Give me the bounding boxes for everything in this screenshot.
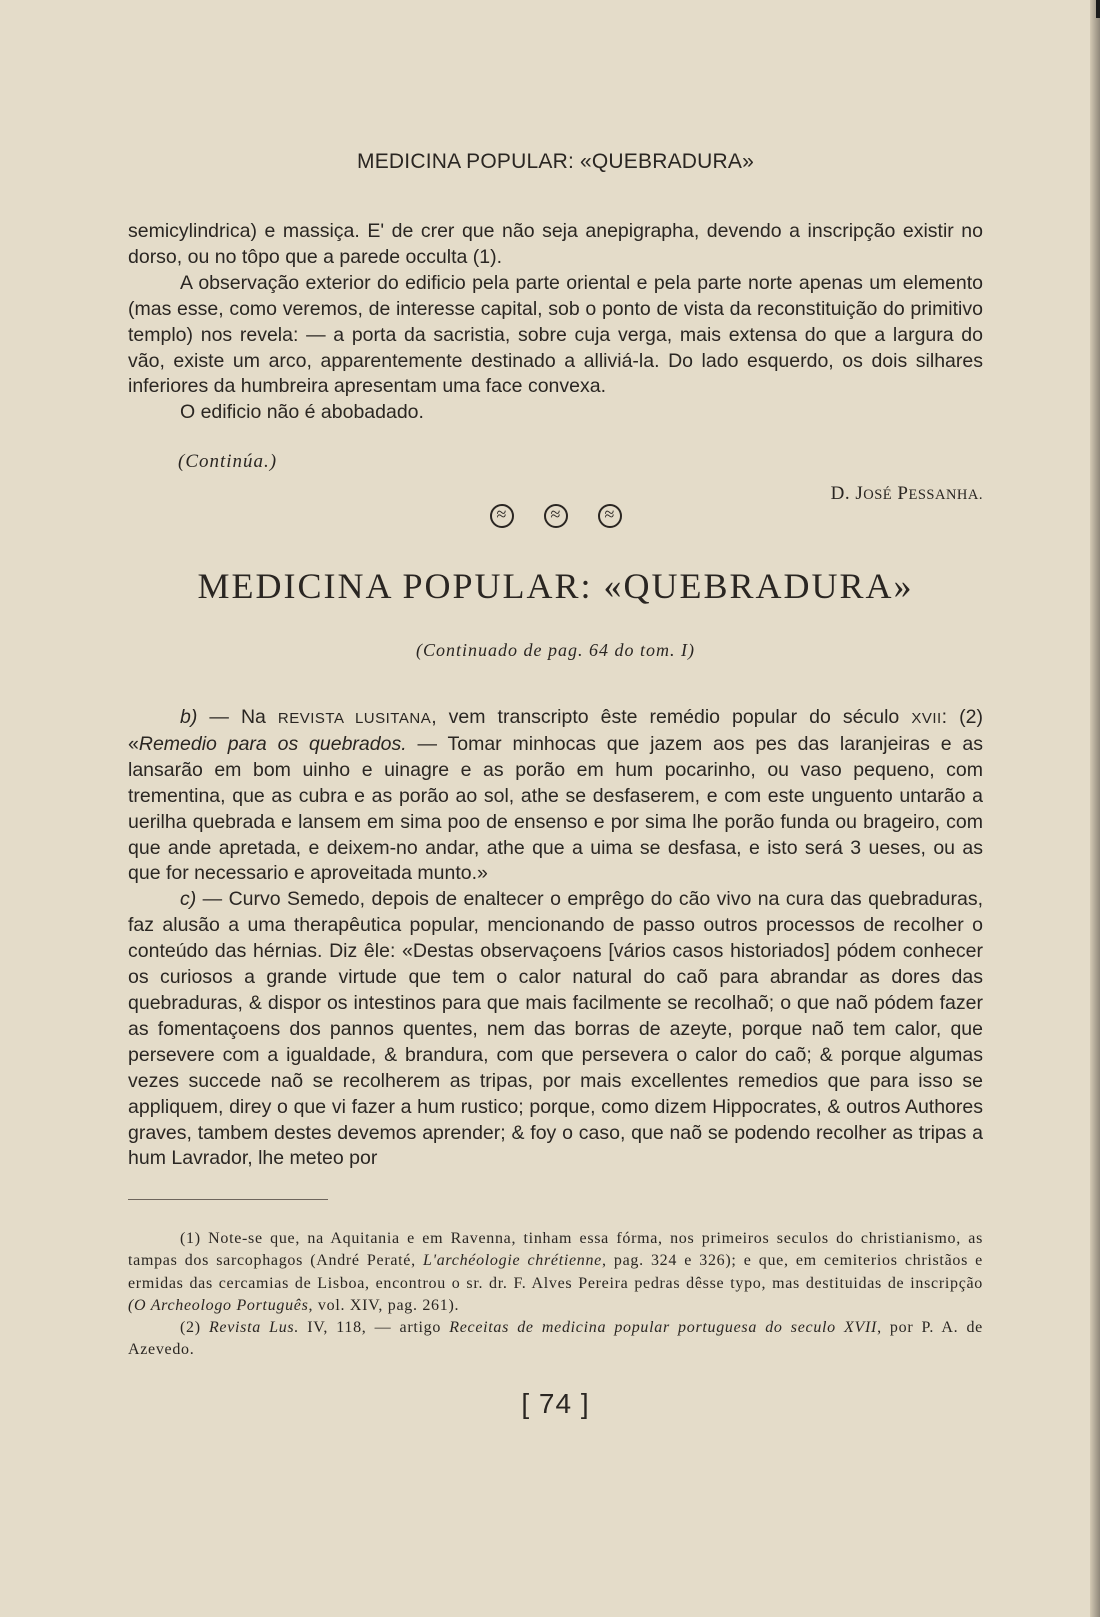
fn1-a: (1) Note-se que, na Aquitania e em Ravenna, tinham essa fórma, nos primeiros seculos do christianismo, as tampas dos sarcophagos (André Peraté, bbox=[128, 1230, 983, 1270]
continua-note: (Continúa.) bbox=[178, 451, 278, 472]
fn2-b: IV, 118, — artigo bbox=[299, 1319, 450, 1337]
fn2-c: , por P. A. de Azevedo. bbox=[128, 1319, 983, 1359]
c-bracket: [vários casos historiados] bbox=[608, 940, 830, 963]
fn1-book: L'archéologie chrétienne bbox=[423, 1252, 602, 1270]
page-number: [ 74 ] bbox=[521, 1388, 590, 1419]
ornament-icon bbox=[490, 504, 514, 528]
intro-paragraph-1: semicylindrica) e massiça. E' de crer que não seja anepigrapha, devendo a inscripção existir no dorso, ou no tôpo que a parede occulta (1). bbox=[128, 220, 983, 268]
paragraph-b bbox=[128, 705, 983, 887]
fn2-journal: Revista Lus. bbox=[208, 1319, 300, 1337]
footnote-rule bbox=[128, 1199, 328, 1200]
b-rest-3: — Tomar minhocas que jazem aos pes das laranjeiras e as lansarão em bom uinho e uinagre e as porão em hum pocarinho, ou vaso pequeno, com trementina, que as cubra e as porão ao sol, athe se desfaserem, e com este unguento untarão a uerilha quebrada e lansem em sima poo de ensenso e por sima lhe porão funda ou brageiro, com que ande apretada, e deixem-no andar, athe que a uima se desfasa, e isto será 3 ueses, ou as que for necessario e aproveitada munto.» bbox=[128, 732, 983, 885]
footnote-1 bbox=[128, 1228, 983, 1317]
paragraph-c bbox=[128, 887, 983, 1172]
running-head: MEDICINA POPULAR: «QUEBRADURA» bbox=[357, 150, 754, 173]
fn1-c: , vol. XIV, pag. 261). bbox=[308, 1296, 460, 1314]
intro-paragraph-3: O edificio não é abobadado. bbox=[180, 401, 424, 424]
author-last-initial: P bbox=[897, 483, 909, 504]
c-text-1: — Curvo Semedo, depois de enaltecer o emprêgo do cão vivo na cura das quebraduras, faz alusão a uma therapêutica popular, mencionando de passo outros processos de recolher o conteúdo das hérnias. Diz êle: «Destas observaçoens bbox=[128, 888, 983, 963]
article-body bbox=[128, 705, 983, 1172]
article-subtitle: (Continuado de pag. 64 do tom. I) bbox=[416, 640, 695, 660]
page-edge bbox=[1090, 0, 1100, 1617]
author-signature bbox=[831, 483, 983, 505]
footnote-2 bbox=[128, 1317, 983, 1362]
author-initial: D. J bbox=[830, 483, 864, 504]
label-c: c) bbox=[180, 888, 197, 911]
ornament-icon bbox=[598, 504, 622, 528]
intro-paragraph-2: A observação exterior do edificio pela parte oriental e pela parte norte apenas um elemento (mas esse, como veremos, de interesse capital, sob o ponto de vista da reconstituição do primitivo templo) nos revela: — a porta da sacristia, sobre cuja verga, mais extensa do que a largura do vão, existe um arco, apparentemente destinado a alliviá-la. Do lado esquerdo, os dois silhares inferiores da humbreira apresentam uma face convexa. bbox=[128, 271, 983, 398]
fn2-article: Receitas de medicina popular portuguesa do seculo XVII bbox=[449, 1319, 878, 1337]
section-ornaments bbox=[128, 504, 983, 533]
label-b: b) bbox=[180, 706, 198, 728]
b-rest-1: , vem transcripto êste remédio popular do século bbox=[431, 706, 912, 728]
b-remedy-title: Remedio para os quebrados. bbox=[138, 732, 407, 755]
fn1-b: , pag. 324 e 326); e que, em cemiterios christãos e ermidas das cercamias de Lisboa, encontrou o sr. dr. F. Alves Pereira pedras dêsse typo, mas destituidas de inscripção bbox=[128, 1252, 983, 1292]
b-lead: — Na bbox=[197, 706, 278, 728]
fn2-a: (2) bbox=[180, 1319, 209, 1337]
article-title: MEDICINA POPULAR: «QUEBRADURA» bbox=[197, 566, 914, 606]
fn1-journal: (O Archeologo Português bbox=[128, 1296, 309, 1314]
footnotes bbox=[128, 1228, 983, 1362]
author-first-rest: OSÉ bbox=[863, 487, 893, 503]
b-rest-2: : (2) « bbox=[128, 706, 983, 755]
c-text-2: pódem conhecer os curiosos a grande virtude que tem o calor natural do caõ para abrandar as dores das quebraduras, & dispor os intestinos para que mais facilmente se recolhaõ; o que naõ pódem fazer as fomentaçoens dos pannos quentes, nem das borras de azeyte, porque naõ tem calor, que persevere com a igualdade, & brandura, com que persevera o calor do caõ; & porque algumas vezes succede naõ se recolherem as tripas, por mais excellentes remedios que para isso se appliquem, direy o que vi fazer a hum rustico; porque, como dizem Hippocrates, & outros Authores graves, tambem destes devemos aprender; & foy o caso, que naõ se podendo recolher as tripas a hum Lavrador, lhe meteo por bbox=[128, 940, 983, 1170]
intro-text bbox=[128, 219, 983, 426]
b-source: REVISTA LUSITANA bbox=[277, 710, 432, 727]
author-last-rest: ESSANHA. bbox=[908, 487, 983, 503]
b-century: XVII bbox=[911, 710, 942, 727]
ornament-icon bbox=[544, 504, 568, 528]
